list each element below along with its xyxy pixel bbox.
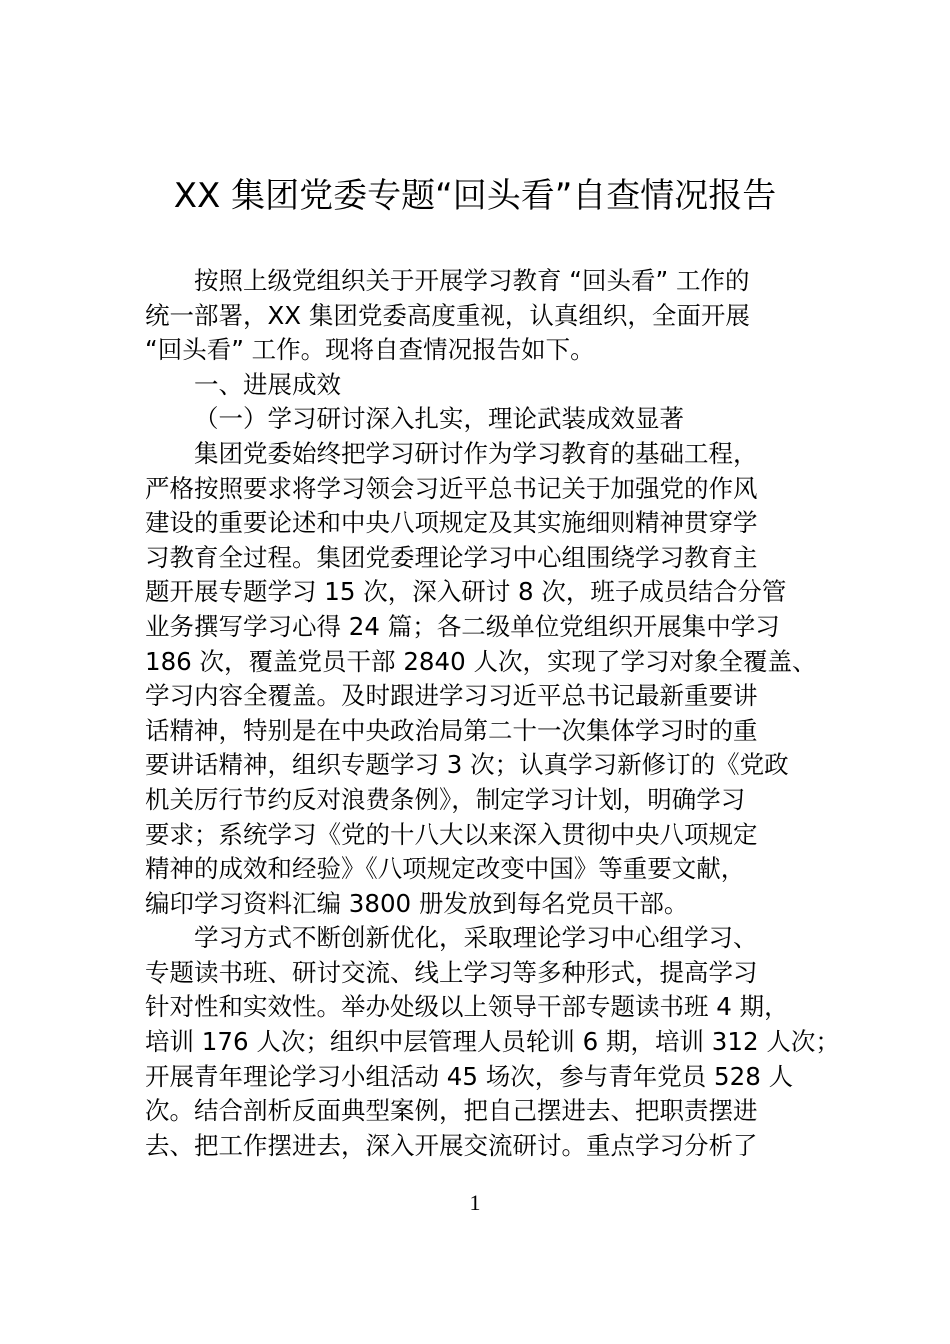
paragraph-line: 精神的成效和经验》《八项规定改变中国》等重要文献， (145, 854, 746, 884)
paragraph-line: 习教育全过程。集团党委理论学习中心组围绕学习教育主 (145, 542, 758, 572)
page-number: 1 (469, 1190, 481, 1215)
paragraph-line: 集团党委始终把学习研讨作为学习教育的基础工程， (194, 438, 758, 468)
page-title: XX 集团党委专题“回头看”自查情况报告 (173, 176, 777, 216)
paragraph-line: 建设的重要论述和中央八项规定及其实施细则精神贯穿学 (145, 508, 758, 538)
section-heading: 一、进展成效 (194, 369, 341, 399)
paragraph-line: 话精神，特别是在中央政治局第二十一次集体学习时的重 (145, 715, 758, 745)
paragraph-line: 专题读书班、研讨交流、线上学习等多种形式，提高学习 (145, 957, 758, 987)
paragraph-line: 学习内容全覆盖。及时跟进学习习近平总书记最新重要讲 (145, 681, 758, 711)
document-body (145, 264, 840, 1163)
paragraph-line: 开展青年理论学习小组活动 45 场次，参与青年党员 528 人 (145, 1061, 794, 1091)
paragraph-line: 业务撰写学习心得 24 篇；各二级单位党组织开展集中学习 (145, 611, 780, 641)
paragraph-line: 要讲话精神，组织专题学习 3 次；认真学习新修订的《党政 (145, 750, 789, 780)
paragraph-line: 要求；系统学习《党的十八大以来深入贯彻中央八项规定 (145, 819, 758, 849)
paragraph-line: 统一部署，XX 集团党委高度重视，认真组织，全面开展 (145, 300, 750, 330)
paragraph-line: 培训 176 人次；组织中层管理人员轮训 6 期，培训 312 人次； (145, 1027, 840, 1057)
paragraph-line: 去、把工作摆进去，深入开展交流研讨。重点学习分析了 (145, 1130, 758, 1160)
paragraph-line: 186 次，覆盖党员干部 2840 人次，实现了学习对象全覆盖、 (145, 646, 817, 676)
paragraph-line: 编印学习资料汇编 3800 册发放到每名党员干部。 (145, 888, 689, 918)
paragraph-line: 按照上级党组织关于开展学习教育 “回头看” 工作的 (194, 266, 750, 295)
subsection-heading: （一）学习研讨深入扎实，理论武装成效显著 (194, 404, 684, 434)
paragraph-line: 针对性和实效性。举办处级以上领导干部专题读书班 4 期， (145, 992, 789, 1022)
paragraph-line: 严格按照要求将学习领会习近平总书记关于加强党的作风 (145, 473, 758, 503)
paragraph-line: 题开展专题学习 15 次，深入研讨 8 次，班子成员结合分管 (145, 577, 787, 607)
paragraph-line: “回头看” 工作。现将自查情况报告如下。 (145, 335, 595, 365)
paragraph-line: 次。结合剖析反面典型案例，把自己摆进去、把职责摆进 (145, 1096, 758, 1126)
paragraph-line: 机关厉行节约反对浪费条例》，制定学习计划，明确学习 (145, 784, 746, 814)
paragraph-line: 学习方式不断创新优化，采取理论学习中心组学习、 (194, 923, 758, 953)
